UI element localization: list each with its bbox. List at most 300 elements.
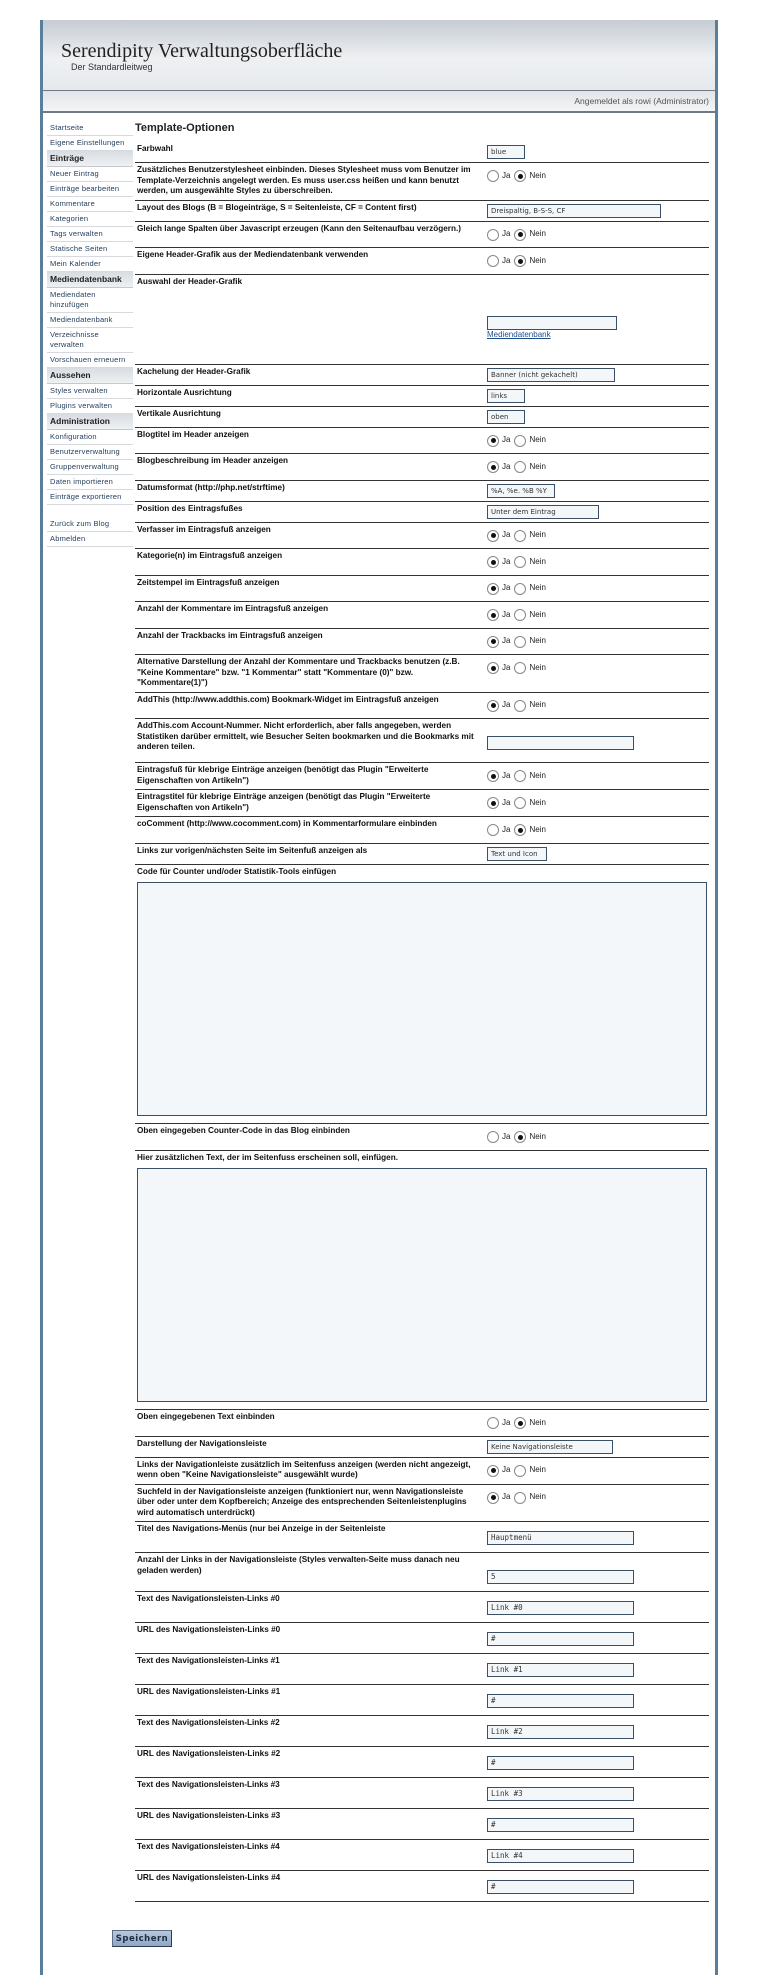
radio-option-nein[interactable] [514, 636, 545, 648]
sidebar-item-benutzerverwaltung[interactable]: Benutzerverwaltung [47, 445, 133, 460]
radio-label: Ja [502, 824, 511, 834]
radio-option-nein[interactable] [514, 1417, 545, 1429]
radio-button[interactable] [514, 636, 526, 648]
radio-option-ja[interactable] [487, 797, 510, 809]
yes-no-radio-group [487, 636, 550, 648]
option-label: AddThis.com Account-Nummer. Nicht erforderlich, aber falls angegeben, werden Statistiken darüber ermittelt, wie Besucher Seiten bookmarken und die Bookmarks mit anderen teilen. [135, 719, 485, 763]
radio-button[interactable] [487, 583, 499, 595]
radio-button[interactable] [514, 229, 526, 241]
option-select[interactable]: Dreispaltig, B-S-S, CF [487, 204, 661, 218]
yes-no-radio-group [487, 797, 550, 809]
radio-option-nein[interactable] [514, 583, 545, 595]
sidebar-item-eintrage-bearbeiten[interactable]: Einträge bearbeiten [47, 182, 133, 197]
option-row [135, 163, 709, 201]
option-text-input[interactable] [487, 736, 634, 750]
option-row [135, 406, 709, 427]
radio-label: Nein [529, 583, 546, 593]
option-label: Blogbeschreibung im Header anzeigen [135, 454, 485, 481]
radio-label: Ja [502, 1492, 511, 1502]
option-value [485, 406, 709, 427]
radio-button[interactable] [514, 1131, 526, 1143]
radio-button[interactable] [514, 1465, 526, 1477]
option-row [135, 549, 709, 576]
radio-option-nein[interactable] [514, 824, 545, 836]
option-label [135, 864, 709, 1124]
option-value [485, 522, 709, 549]
option-label: Alternative Darstellung der Anzahl der Kommentare und Trackbacks benutzen (z.B. "Keine Kommentare" bzw. "1 Kommentar" statt "Kommentare (0)" bzw. "Kommentare(1)") [135, 655, 485, 693]
radio-button[interactable] [487, 170, 499, 182]
radio-label: Nein [529, 170, 546, 180]
radio-option-nein[interactable] [514, 435, 545, 447]
sidebar-item-kommentare[interactable]: Kommentare [47, 197, 133, 212]
yes-no-radio-group [487, 229, 550, 241]
radio-option-nein[interactable] [514, 662, 545, 674]
sidebar-section-aussehen: Aussehen [47, 368, 133, 384]
radio-button[interactable] [487, 824, 499, 836]
option-value [485, 655, 709, 693]
radio-option-ja[interactable] [487, 435, 510, 447]
sidebar-item-tags-verwalten[interactable]: Tags verwalten [47, 227, 133, 242]
option-select[interactable]: oben [487, 410, 525, 424]
option-value [485, 427, 709, 454]
radio-button[interactable] [514, 435, 526, 447]
option-row [135, 1553, 709, 1592]
radio-option-ja[interactable] [487, 1417, 510, 1429]
option-row [135, 200, 709, 221]
option-value [485, 454, 709, 481]
option-label: Eigene Header-Grafik aus der Mediendatenbank verwenden [135, 248, 485, 275]
main-content [135, 121, 709, 1902]
option-text-input[interactable]: Hauptmenü [487, 1531, 634, 1545]
option-label: AddThis (http://www.addthis.com) Bookmark-Widget im Eintragsfuß anzeigen [135, 692, 485, 719]
option-row [135, 522, 709, 549]
option-text-input[interactable]: # [487, 1756, 634, 1770]
media-library-link[interactable]: Mediendatenbank [487, 329, 551, 339]
radio-label: Ja [502, 609, 511, 619]
yes-no-radio-group [487, 583, 550, 595]
radio-option-nein[interactable] [514, 700, 545, 712]
option-text-input[interactable]: Link #0 [487, 1601, 634, 1615]
option-label: Suchfeld in der Navigationsleiste anzeigen (funktioniert nur, wenn Navigationsleiste über oder unter dem Kopfbereich; Anzeige des entsprechenden Seitenleistenplugins wird automatisch unterdrückt) [135, 1484, 485, 1522]
option-row [135, 1150, 709, 1410]
option-value [485, 1484, 709, 1522]
option-select[interactable]: blue [487, 145, 525, 159]
option-value [485, 1522, 709, 1553]
sidebar-section-eintrage: Einträge [47, 151, 133, 167]
option-label: Text des Navigationsleisten-Links #2 [135, 1716, 485, 1747]
option-label: Gleich lange Spalten über Javascript erzeugen (Kann den Seitenaufbau verzögern.) [135, 221, 485, 248]
radio-button[interactable] [487, 636, 499, 648]
radio-option-ja[interactable] [487, 1492, 510, 1504]
sidebar-item-statische-seiten[interactable]: Statische Seiten [47, 242, 133, 257]
sidebar-item-vorschauen-erneuern[interactable]: Vorschauen erneuern [47, 353, 133, 368]
option-value [485, 549, 709, 576]
radio-button[interactable] [514, 1492, 526, 1504]
yes-no-radio-group [487, 1417, 550, 1429]
header [43, 20, 715, 91]
radio-label: Nein [529, 1465, 546, 1475]
option-row [135, 248, 709, 275]
option-row [135, 843, 709, 864]
radio-label: Ja [502, 662, 511, 672]
radio-button[interactable] [487, 1417, 499, 1429]
radio-label: Ja [502, 1417, 511, 1427]
option-text-input[interactable]: Link #3 [487, 1787, 634, 1801]
option-row [135, 480, 709, 501]
radio-option-nein[interactable] [514, 530, 545, 542]
radio-option-nein[interactable] [514, 229, 545, 241]
radio-button[interactable] [487, 556, 499, 568]
option-label: Horizontale Ausrichtung [135, 385, 485, 406]
option-label: Darstellung der Navigationsleiste [135, 1436, 485, 1457]
radio-label: Ja [502, 770, 511, 780]
radio-button[interactable] [487, 461, 499, 473]
option-value [485, 1840, 709, 1871]
option-row [135, 274, 709, 364]
option-row [135, 1410, 709, 1437]
radio-option-ja[interactable] [487, 770, 510, 782]
option-row [135, 1654, 709, 1685]
yes-no-radio-group [487, 255, 550, 267]
option-value [485, 1716, 709, 1747]
option-row [135, 1623, 709, 1654]
option-label [135, 1150, 709, 1410]
radio-label: Ja [502, 556, 511, 566]
radio-label: Ja [502, 255, 511, 265]
radio-button[interactable] [487, 1131, 499, 1143]
option-label: coComment (http://www.cocomment.com) in Kommentarformulare einbinden [135, 817, 485, 844]
option-value [485, 200, 709, 221]
radio-option-ja[interactable] [487, 1465, 510, 1477]
option-value [485, 248, 709, 275]
radio-option-nein[interactable] [514, 1492, 545, 1504]
radio-label: Nein [529, 1131, 546, 1141]
radio-label: Nein [529, 824, 546, 834]
option-value [485, 1685, 709, 1716]
option-row [135, 1457, 709, 1484]
option-text-input[interactable]: Link #4 [487, 1849, 634, 1863]
option-label: Anzahl der Links in der Navigationsleiste (Styles verwalten-Seite muss danach neu geladen werden) [135, 1553, 485, 1592]
app-title: Serendipity Verwaltungsoberfläche [61, 40, 343, 62]
option-label: Auswahl der Header-Grafik [135, 274, 485, 364]
option-label: Vertikale Ausrichtung [135, 406, 485, 427]
radio-label: Nein [529, 700, 546, 710]
option-value [485, 1871, 709, 1902]
radio-button[interactable] [514, 170, 526, 182]
radio-button[interactable] [487, 530, 499, 542]
radio-button[interactable] [514, 583, 526, 595]
option-value [485, 1457, 709, 1484]
option-label: Links der Navigationleiste zusätzlich im Seitenfuss anzeigen (werden nicht angezeigt, wenn oben "Keine Navigationsleiste" ausgewählt wurde) [135, 1457, 485, 1484]
radio-label: Ja [502, 461, 511, 471]
admin-frame [40, 20, 718, 1975]
option-value [485, 817, 709, 844]
sidebar-section-mediendatenbank: Mediendatenbank [47, 272, 133, 288]
option-label: Text des Navigationsleisten-Links #0 [135, 1592, 485, 1623]
option-row [135, 385, 709, 406]
radio-option-ja[interactable] [487, 255, 510, 267]
save-button[interactable]: Speichern [112, 1930, 172, 1947]
option-value [485, 1809, 709, 1840]
radio-button[interactable] [487, 1465, 499, 1477]
option-value [485, 1623, 709, 1654]
option-select[interactable]: Banner (nicht gekachelt) [487, 368, 615, 382]
option-label: Text des Navigationsleisten-Links #4 [135, 1840, 485, 1871]
radio-option-nein[interactable] [514, 770, 545, 782]
option-label-text: Hier zusätzlichen Text, der im Seitenfuss erscheinen soll, einfügen. [137, 1152, 399, 1162]
yes-no-radio-group [487, 556, 550, 568]
option-label: Titel des Navigations-Menüs (nur bei Anzeige in der Seitenleiste [135, 1522, 485, 1553]
option-row [135, 142, 709, 163]
option-value [485, 1410, 709, 1437]
radio-button[interactable] [514, 824, 526, 836]
radio-button[interactable] [487, 255, 499, 267]
radio-option-ja[interactable] [487, 1131, 510, 1143]
option-label: URL des Navigationsleisten-Links #3 [135, 1809, 485, 1840]
radio-option-nein[interactable] [514, 556, 545, 568]
option-label: Kachelung der Header-Grafik [135, 364, 485, 385]
radio-option-nein[interactable] [514, 255, 545, 267]
radio-button[interactable] [487, 435, 499, 447]
header-image-input[interactable] [487, 316, 617, 330]
sidebar-item-mediendaten-hinzufugen[interactable]: Mediendaten hinzufügen [47, 288, 133, 313]
radio-label: Nein [529, 435, 546, 445]
radio-option-nein[interactable] [514, 170, 545, 182]
yes-no-radio-group [487, 170, 550, 182]
radio-button[interactable] [487, 770, 499, 782]
sidebar-item-abmelden[interactable]: Abmelden [47, 532, 133, 547]
radio-button[interactable] [487, 609, 499, 621]
option-row [135, 1522, 709, 1553]
option-value [485, 843, 709, 864]
option-text-input[interactable]: Link #1 [487, 1663, 634, 1677]
radio-option-ja[interactable] [487, 662, 510, 674]
option-label: Blogtitel im Header anzeigen [135, 427, 485, 454]
yes-no-radio-group [487, 662, 550, 674]
option-value [485, 1654, 709, 1685]
option-label: Kategorie(n) im Eintragsfuß anzeigen [135, 549, 485, 576]
sidebar-item-mein-kalender[interactable]: Mein Kalender [47, 257, 133, 272]
option-label: Text des Navigationsleisten-Links #3 [135, 1778, 485, 1809]
yes-no-radio-group [487, 1465, 550, 1477]
sidebar-item-eintrage-exportieren[interactable]: Einträge exportieren [47, 490, 133, 505]
option-value [485, 1747, 709, 1778]
sidebar-item-daten-importieren[interactable]: Daten importieren [47, 475, 133, 490]
radio-label: Ja [502, 797, 511, 807]
radio-option-ja[interactable] [487, 636, 510, 648]
yes-no-radio-group [487, 770, 550, 782]
option-row [135, 1716, 709, 1747]
option-value [485, 1436, 709, 1457]
option-value [485, 692, 709, 719]
radio-button[interactable] [514, 1417, 526, 1429]
sidebar-section-administration: Administration [47, 414, 133, 430]
option-row [135, 1778, 709, 1809]
radio-label: Nein [529, 770, 546, 780]
option-text-input[interactable]: # [487, 1632, 634, 1646]
radio-option-nein[interactable] [514, 461, 545, 473]
radio-button[interactable] [514, 700, 526, 712]
option-text-input[interactable]: # [487, 1818, 634, 1832]
option-label: URL des Navigationsleisten-Links #2 [135, 1747, 485, 1778]
option-label: Oben eingegeben Counter-Code in das Blog einbinden [135, 1124, 485, 1151]
sidebar-item-mediendatenbank[interactable]: Mediendatenbank [47, 313, 133, 328]
option-label: URL des Navigationsleisten-Links #1 [135, 1685, 485, 1716]
radio-option-ja[interactable] [487, 824, 510, 836]
yes-no-radio-group [487, 824, 550, 836]
option-label: Eintragsfuß für klebrige Einträge anzeigen (benötigt das Plugin "Erweiterte Eigenschaften von Artikeln") [135, 763, 485, 790]
option-row [135, 655, 709, 693]
option-row [135, 1484, 709, 1522]
radio-button[interactable] [514, 609, 526, 621]
radio-option-nein[interactable] [514, 797, 545, 809]
option-label: Datumsformat (http://php.net/strftime) [135, 480, 485, 501]
option-row [135, 864, 709, 1124]
radio-option-nein[interactable] [514, 609, 545, 621]
radio-label: Nein [529, 1492, 546, 1502]
radio-button[interactable] [514, 662, 526, 674]
sidebar-item-konfiguration[interactable]: Konfiguration [47, 430, 133, 445]
radio-option-ja[interactable] [487, 700, 510, 712]
option-label: URL des Navigationsleisten-Links #4 [135, 1871, 485, 1902]
option-value [485, 719, 709, 763]
option-row [135, 454, 709, 481]
radio-label: Nein [529, 662, 546, 672]
option-row [135, 817, 709, 844]
sidebar-item-styles-verwalten[interactable]: Styles verwalten [47, 384, 133, 399]
option-row [135, 1809, 709, 1840]
option-select[interactable]: Text und Icon [487, 847, 547, 861]
option-value [485, 1124, 709, 1151]
yes-no-radio-group [487, 609, 550, 621]
radio-label: Nein [529, 797, 546, 807]
radio-button[interactable] [487, 229, 499, 241]
option-text-input[interactable]: # [487, 1694, 634, 1708]
radio-button[interactable] [514, 556, 526, 568]
option-value [485, 142, 709, 163]
radio-button[interactable] [487, 797, 499, 809]
option-row [135, 628, 709, 655]
option-select[interactable]: links [487, 389, 525, 403]
option-label: Eintragstitel für klebrige Einträge anzeigen (benötigt das Plugin "Erweiterte Eigenschaften von Artikeln") [135, 790, 485, 817]
radio-label: Nein [529, 1417, 546, 1427]
radio-button[interactable] [514, 530, 526, 542]
option-row [135, 1124, 709, 1151]
sidebar-item-gruppenverwaltung[interactable]: Gruppenverwaltung [47, 460, 133, 475]
option-row [135, 221, 709, 248]
option-value [485, 1778, 709, 1809]
option-value [485, 385, 709, 406]
media-picker [487, 316, 707, 341]
option-value [485, 628, 709, 655]
option-label: Zeitstempel im Eintragsfuß anzeigen [135, 575, 485, 602]
option-label: Position des Eintragsfußes [135, 501, 485, 522]
option-textarea[interactable] [137, 882, 707, 1116]
yes-no-radio-group [487, 530, 550, 542]
option-row [135, 427, 709, 454]
radio-label: Ja [502, 583, 511, 593]
radio-option-ja[interactable] [487, 583, 510, 595]
radio-option-ja[interactable] [487, 556, 510, 568]
radio-label: Nein [529, 530, 546, 540]
radio-button[interactable] [514, 255, 526, 267]
radio-label: Ja [502, 170, 511, 180]
option-row [135, 364, 709, 385]
radio-option-ja[interactable] [487, 461, 510, 473]
radio-option-ja[interactable] [487, 609, 510, 621]
yes-no-radio-group [487, 435, 550, 447]
option-label-text: Code für Counter und/oder Statistik-Tools einfügen [137, 866, 337, 876]
option-text-input[interactable]: Link #2 [487, 1725, 634, 1739]
option-label: Zusätzliches Benutzerstylesheet einbinden. Dieses Stylesheet muss vom Benutzer im Template-Verzeichnis angelegt werden. Es muss user.css heißen und kann benutzt werden, um ausgewählte Styles zu überschreiben. [135, 163, 485, 201]
option-row [135, 575, 709, 602]
sidebar-item-kategorien[interactable]: Kategorien [47, 212, 133, 227]
option-row [135, 1685, 709, 1716]
sidebar-item-verzeichnisse-verwalten[interactable]: Verzeichnisse verwalten [47, 328, 133, 353]
radio-button[interactable] [487, 700, 499, 712]
sidebar-item-neuer-eintrag[interactable]: Neuer Eintrag [47, 167, 133, 182]
option-value [485, 602, 709, 629]
option-row [135, 790, 709, 817]
option-value [485, 221, 709, 248]
option-row [135, 1871, 709, 1902]
option-text-input[interactable]: 5 [487, 1570, 634, 1584]
radio-button[interactable] [514, 797, 526, 809]
option-label: Layout des Blogs (B = Blogeinträge, S = Seitenleiste, CF = Content first) [135, 200, 485, 221]
radio-label: Nein [529, 636, 546, 646]
option-select[interactable]: Keine Navigationsleiste [487, 1440, 613, 1454]
option-textarea[interactable] [137, 1168, 707, 1402]
radio-option-nein[interactable] [514, 1131, 545, 1143]
radio-button[interactable] [487, 1492, 499, 1504]
option-text-input[interactable]: # [487, 1880, 634, 1894]
yes-no-radio-group [487, 1131, 550, 1143]
radio-button[interactable] [514, 461, 526, 473]
yes-no-radio-group [487, 461, 550, 473]
option-label: Oben eingegebenen Text einbinden [135, 1410, 485, 1437]
option-label: Text des Navigationsleisten-Links #1 [135, 1654, 485, 1685]
radio-button[interactable] [487, 662, 499, 674]
option-value [485, 364, 709, 385]
radio-option-ja[interactable] [487, 170, 510, 182]
option-select[interactable]: Unter dem Eintrag [487, 505, 599, 519]
option-label: Farbwahl [135, 142, 485, 163]
option-value [485, 575, 709, 602]
sidebar-item-startseite[interactable]: Startseite [47, 121, 133, 136]
option-label: URL des Navigationsleisten-Links #0 [135, 1623, 485, 1654]
radio-label: Ja [502, 229, 511, 239]
radio-label: Ja [502, 700, 511, 710]
option-row [135, 692, 709, 719]
radio-label: Ja [502, 435, 511, 445]
sidebar-item-plugins-verwalten[interactable]: Plugins verwalten [47, 399, 133, 414]
option-label: Anzahl der Trackbacks im Eintragsfuß anzeigen [135, 628, 485, 655]
option-value [485, 763, 709, 790]
option-label: Anzahl der Kommentare im Eintragsfuß anzeigen [135, 602, 485, 629]
option-row [135, 719, 709, 763]
sidebar-item-zuruck-zum-blog[interactable]: Zurück zum Blog [47, 517, 133, 532]
radio-label: Ja [502, 1465, 511, 1475]
blog-subtitle: Der Standardleitweg [71, 62, 153, 72]
radio-option-nein[interactable] [514, 1465, 545, 1477]
option-select[interactable]: %A, %e. %B %Y [487, 484, 555, 498]
sidebar-item-eigene-einstellungen[interactable]: Eigene Einstellungen [47, 136, 133, 151]
radio-option-ja[interactable] [487, 530, 510, 542]
radio-button[interactable] [514, 770, 526, 782]
radio-option-ja[interactable] [487, 229, 510, 241]
yes-no-radio-group [487, 700, 550, 712]
page-title: Template-Optionen [135, 122, 235, 134]
